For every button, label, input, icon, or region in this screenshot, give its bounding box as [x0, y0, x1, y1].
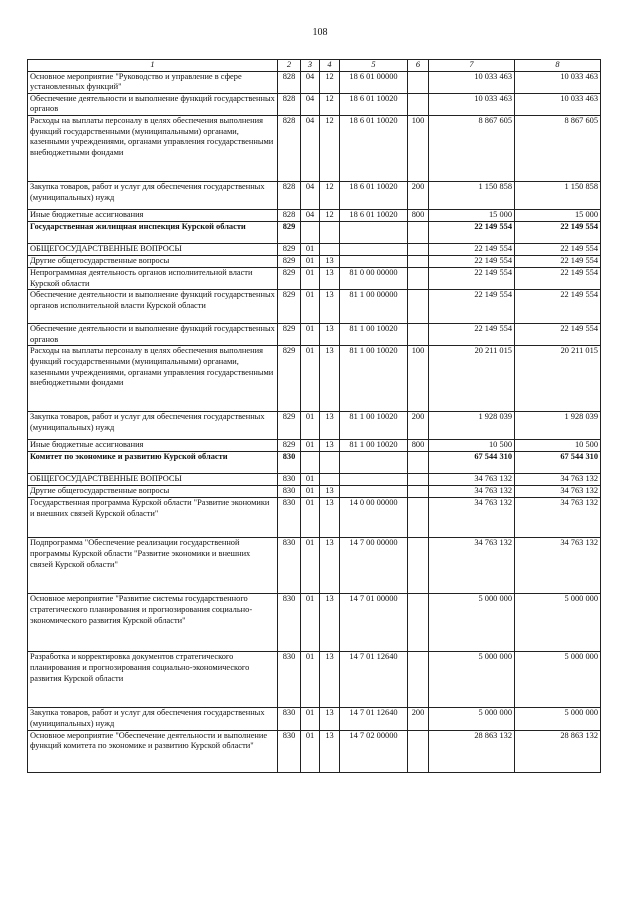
- amount-col8-cell: 34 763 132: [515, 538, 601, 594]
- table-row: [28, 346, 601, 412]
- expense-type-cell: [408, 267, 429, 289]
- amount-col7-cell: 67 544 310: [429, 452, 515, 474]
- target-article-cell: 14 7 00 00000: [340, 538, 408, 594]
- subsection-code-cell: 13: [320, 412, 340, 440]
- ministry-code-cell: 829: [278, 346, 301, 412]
- expense-type-cell: 200: [408, 181, 429, 209]
- target-article-cell: 81 1 00 10020: [340, 324, 408, 346]
- subsection-code-cell: 13: [320, 652, 340, 708]
- expense-name-cell: Закупка товаров, работ и услуг для обеспечения государственных (муниципальных) нужд: [28, 412, 278, 440]
- amount-col7-cell: 22 149 554: [429, 267, 515, 289]
- section-code-cell: 04: [301, 115, 320, 181]
- subsection-code-cell: 13: [320, 486, 340, 498]
- expense-type-cell: [408, 324, 429, 346]
- ministry-code-cell: 828: [278, 71, 301, 93]
- section-code-cell: 01: [301, 486, 320, 498]
- expense-type-cell: [408, 71, 429, 93]
- amount-col8-cell: 67 544 310: [515, 452, 601, 474]
- section-code-cell: 01: [301, 440, 320, 452]
- subsection-code-cell: 13: [320, 498, 340, 538]
- target-article-cell: 81 1 00 10020: [340, 440, 408, 452]
- table-row: [28, 440, 601, 452]
- section-code-cell: 04: [301, 93, 320, 115]
- amount-col8-cell: 34 763 132: [515, 498, 601, 538]
- section-code-cell: 01: [301, 346, 320, 412]
- expense-type-cell: 100: [408, 115, 429, 181]
- subsection-code-cell: 13: [320, 290, 340, 324]
- table-row: [28, 652, 601, 708]
- subsection-code-cell: 13: [320, 346, 340, 412]
- table-row: [28, 452, 601, 474]
- ministry-code-cell: 829: [278, 221, 301, 243]
- target-article-cell: 81 1 00 10020: [340, 412, 408, 440]
- amount-col8-cell: 10 500: [515, 440, 601, 452]
- column-number: 6: [408, 60, 429, 72]
- table-row: [28, 71, 601, 93]
- amount-col7-cell: 34 763 132: [429, 498, 515, 538]
- ministry-code-cell: 830: [278, 498, 301, 538]
- expense-type-cell: [408, 452, 429, 474]
- subsection-code-cell: 13: [320, 538, 340, 594]
- expense-name-cell: Расходы на выплаты персоналу в целях обеспечения выполнения функций государственными (муниципальными) органами, казенными учреждениями, органами управления государственными внебюджетными фондами: [28, 346, 278, 412]
- expense-name-cell: Закупка товаров, работ и услуг для обеспечения государственных (муниципальных) нужд: [28, 708, 278, 730]
- amount-col8-cell: 22 149 554: [515, 290, 601, 324]
- subsection-code-cell: 13: [320, 708, 340, 730]
- expense-name-cell: Подпрограмма "Обеспечение реализации государственной программы Курской области "Развитие экономики и внешних связей Курской области": [28, 538, 278, 594]
- subsection-code-cell: 13: [320, 324, 340, 346]
- subsection-code-cell: 12: [320, 209, 340, 221]
- subsection-code-cell: 12: [320, 115, 340, 181]
- section-code-cell: 01: [301, 243, 320, 255]
- expense-type-cell: 800: [408, 209, 429, 221]
- expense-name-cell: Другие общегосударственные вопросы: [28, 255, 278, 267]
- amount-col8-cell: 5 000 000: [515, 708, 601, 730]
- target-article-cell: [340, 243, 408, 255]
- amount-col8-cell: 22 149 554: [515, 221, 601, 243]
- section-code-cell: 01: [301, 498, 320, 538]
- amount-col7-cell: 10 033 463: [429, 71, 515, 93]
- expense-name-cell: Основное мероприятие "Обеспечение деятельности и выполнение функций комитета по экономике и развитию Курской области": [28, 730, 278, 772]
- subsection-code-cell: 13: [320, 267, 340, 289]
- expense-type-cell: [408, 474, 429, 486]
- subsection-code-cell: [320, 243, 340, 255]
- amount-col7-cell: 5 000 000: [429, 652, 515, 708]
- column-number: 4: [320, 60, 340, 72]
- table-row: [28, 209, 601, 221]
- amount-col8-cell: 22 149 554: [515, 243, 601, 255]
- expense-name-cell: Расходы на выплаты персоналу в целях обеспечения выполнения функций государственными (муниципальными) органами, казенными учреждениями, органами управления государственными внебюджетными фондами: [28, 115, 278, 181]
- subsection-code-cell: 13: [320, 594, 340, 652]
- section-code-cell: 01: [301, 324, 320, 346]
- section-code-cell: 01: [301, 708, 320, 730]
- amount-col8-cell: 10 033 463: [515, 71, 601, 93]
- ministry-code-cell: 829: [278, 290, 301, 324]
- subsection-code-cell: 13: [320, 440, 340, 452]
- expense-name-cell: Непрограммная деятельность органов исполнительной власти Курской области: [28, 267, 278, 289]
- target-article-cell: 14 7 01 12640: [340, 652, 408, 708]
- amount-col7-cell: 1 150 858: [429, 181, 515, 209]
- table-row: [28, 412, 601, 440]
- column-number: 8: [515, 60, 601, 72]
- amount-col8-cell: 20 211 015: [515, 346, 601, 412]
- expense-type-cell: [408, 243, 429, 255]
- table-row: [28, 115, 601, 181]
- section-code-cell: 01: [301, 538, 320, 594]
- target-article-cell: 81 0 00 00000: [340, 267, 408, 289]
- table-row: [28, 290, 601, 324]
- target-article-cell: 18 6 01 00000: [340, 71, 408, 93]
- amount-col7-cell: 10 033 463: [429, 93, 515, 115]
- section-code-cell: 04: [301, 71, 320, 93]
- expense-name-cell: Основное мероприятие "Развитие системы государственного стратегического планирования и прогнозирования социально-экономического развития Курской области": [28, 594, 278, 652]
- column-number-row: [28, 60, 601, 72]
- ministry-code-cell: 829: [278, 267, 301, 289]
- ministry-code-cell: 828: [278, 93, 301, 115]
- amount-col7-cell: 15 000: [429, 209, 515, 221]
- target-article-cell: 81 1 00 00000: [340, 290, 408, 324]
- expense-name-cell: Обеспечение деятельности и выполнение функций государственных органов: [28, 93, 278, 115]
- table-row: [28, 730, 601, 772]
- section-code-cell: 01: [301, 474, 320, 486]
- expense-type-cell: 800: [408, 440, 429, 452]
- target-article-cell: [340, 255, 408, 267]
- section-code-cell: 01: [301, 730, 320, 772]
- ministry-code-cell: 829: [278, 440, 301, 452]
- section-code-cell: 01: [301, 255, 320, 267]
- section-code-cell: 01: [301, 290, 320, 324]
- ministry-code-cell: 830: [278, 708, 301, 730]
- target-article-cell: 14 7 01 12640: [340, 708, 408, 730]
- target-article-cell: 81 1 00 10020: [340, 346, 408, 412]
- expense-name-cell: Обеспечение деятельности и выполнение функций государственных органов исполнительной власти Курской области: [28, 290, 278, 324]
- amount-col7-cell: 22 149 554: [429, 243, 515, 255]
- amount-col8-cell: 5 000 000: [515, 594, 601, 652]
- expense-name-cell: ОБЩЕГОСУДАРСТВЕННЫЕ ВОПРОСЫ: [28, 474, 278, 486]
- subsection-code-cell: 13: [320, 730, 340, 772]
- amount-col8-cell: 10 033 463: [515, 93, 601, 115]
- ministry-code-cell: 830: [278, 452, 301, 474]
- target-article-cell: 14 7 01 00000: [340, 594, 408, 652]
- ministry-code-cell: 830: [278, 730, 301, 772]
- budget-table: [27, 59, 601, 773]
- expense-type-cell: [408, 221, 429, 243]
- expense-type-cell: [408, 255, 429, 267]
- amount-col7-cell: 20 211 015: [429, 346, 515, 412]
- amount-col7-cell: 5 000 000: [429, 594, 515, 652]
- section-code-cell: 04: [301, 209, 320, 221]
- table-row: [28, 538, 601, 594]
- ministry-code-cell: 828: [278, 181, 301, 209]
- subsection-code-cell: [320, 474, 340, 486]
- ministry-code-cell: 830: [278, 486, 301, 498]
- target-article-cell: [340, 486, 408, 498]
- amount-col7-cell: 5 000 000: [429, 708, 515, 730]
- table-row: [28, 324, 601, 346]
- expense-name-cell: ОБЩЕГОСУДАРСТВЕННЫЕ ВОПРОСЫ: [28, 243, 278, 255]
- expense-type-cell: [408, 93, 429, 115]
- amount-col8-cell: 15 000: [515, 209, 601, 221]
- expense-name-cell: Комитет по экономике и развитию Курской области: [28, 452, 278, 474]
- table-row: [28, 267, 601, 289]
- section-code-cell: 04: [301, 181, 320, 209]
- amount-col7-cell: 22 149 554: [429, 290, 515, 324]
- expense-name-cell: Закупка товаров, работ и услуг для обеспечения государственных (муниципальных) нужд: [28, 181, 278, 209]
- table-row: [28, 486, 601, 498]
- amount-col8-cell: 22 149 554: [515, 324, 601, 346]
- section-code-cell: [301, 221, 320, 243]
- amount-col7-cell: 22 149 554: [429, 324, 515, 346]
- amount-col7-cell: 34 763 132: [429, 474, 515, 486]
- ministry-code-cell: 830: [278, 594, 301, 652]
- ministry-code-cell: 830: [278, 538, 301, 594]
- subsection-code-cell: 12: [320, 93, 340, 115]
- amount-col8-cell: 22 149 554: [515, 255, 601, 267]
- expense-name-cell: Иные бюджетные ассигнования: [28, 209, 278, 221]
- amount-col8-cell: 5 000 000: [515, 652, 601, 708]
- expense-name-cell: Обеспечение деятельности и выполнение функций государственных органов: [28, 324, 278, 346]
- amount-col8-cell: 1 928 039: [515, 412, 601, 440]
- table-row: [28, 498, 601, 538]
- amount-col7-cell: 8 867 605: [429, 115, 515, 181]
- expense-name-cell: Основное мероприятие "Руководство и управление в сфере установленных функций": [28, 71, 278, 93]
- ministry-code-cell: 829: [278, 255, 301, 267]
- table-row: [28, 708, 601, 730]
- amount-col8-cell: 1 150 858: [515, 181, 601, 209]
- ministry-code-cell: 829: [278, 324, 301, 346]
- page-number: 108: [312, 27, 328, 38]
- target-article-cell: [340, 474, 408, 486]
- column-number: 1: [28, 60, 278, 72]
- target-article-cell: 18 6 01 10020: [340, 209, 408, 221]
- subsection-code-cell: 12: [320, 181, 340, 209]
- amount-col7-cell: 34 763 132: [429, 486, 515, 498]
- amount-col7-cell: 1 928 039: [429, 412, 515, 440]
- ministry-code-cell: 829: [278, 243, 301, 255]
- amount-col7-cell: 28 863 132: [429, 730, 515, 772]
- expense-type-cell: 200: [408, 412, 429, 440]
- subsection-code-cell: 12: [320, 71, 340, 93]
- subsection-code-cell: [320, 452, 340, 474]
- ministry-code-cell: 828: [278, 209, 301, 221]
- expense-type-cell: [408, 486, 429, 498]
- table-row: [28, 474, 601, 486]
- amount-col8-cell: 34 763 132: [515, 486, 601, 498]
- expense-type-cell: [408, 652, 429, 708]
- table-row: [28, 93, 601, 115]
- expense-name-cell: Разработка и корректировка документов стратегического планирования и прогнозирования социально-экономического развития Курской области: [28, 652, 278, 708]
- target-article-cell: 14 7 02 00000: [340, 730, 408, 772]
- expense-name-cell: Государственная жилищная инспекция Курской области: [28, 221, 278, 243]
- ministry-code-cell: 829: [278, 412, 301, 440]
- amount-col7-cell: 22 149 554: [429, 221, 515, 243]
- expense-name-cell: Другие общегосударственные вопросы: [28, 486, 278, 498]
- amount-col8-cell: 34 763 132: [515, 474, 601, 486]
- subsection-code-cell: 13: [320, 255, 340, 267]
- amount-col8-cell: 8 867 605: [515, 115, 601, 181]
- amount-col8-cell: 28 863 132: [515, 730, 601, 772]
- expense-type-cell: [408, 730, 429, 772]
- table-row: [28, 594, 601, 652]
- subsection-code-cell: [320, 221, 340, 243]
- target-article-cell: [340, 221, 408, 243]
- expense-type-cell: 100: [408, 346, 429, 412]
- amount-col7-cell: 34 763 132: [429, 538, 515, 594]
- expense-type-cell: [408, 290, 429, 324]
- section-code-cell: 01: [301, 412, 320, 440]
- target-article-cell: 18 6 01 10020: [340, 93, 408, 115]
- target-article-cell: 18 6 01 10020: [340, 115, 408, 181]
- column-number: 5: [340, 60, 408, 72]
- section-code-cell: 01: [301, 594, 320, 652]
- target-article-cell: [340, 452, 408, 474]
- target-article-cell: 18 6 01 10020: [340, 181, 408, 209]
- expense-type-cell: [408, 498, 429, 538]
- table-row: [28, 243, 601, 255]
- expense-name-cell: Государственная программа Курской области "Развитие экономики и внешних связей Курской области": [28, 498, 278, 538]
- expense-type-cell: 200: [408, 708, 429, 730]
- table-row: [28, 181, 601, 209]
- section-code-cell: [301, 452, 320, 474]
- table-row: [28, 255, 601, 267]
- expense-type-cell: [408, 538, 429, 594]
- column-number: 7: [429, 60, 515, 72]
- target-article-cell: 14 0 00 00000: [340, 498, 408, 538]
- expense-name-cell: Иные бюджетные ассигнования: [28, 440, 278, 452]
- expense-type-cell: [408, 594, 429, 652]
- column-number: 2: [278, 60, 301, 72]
- amount-col8-cell: 22 149 554: [515, 267, 601, 289]
- section-code-cell: 01: [301, 267, 320, 289]
- ministry-code-cell: 830: [278, 474, 301, 486]
- table-row: [28, 221, 601, 243]
- ministry-code-cell: 830: [278, 652, 301, 708]
- amount-col7-cell: 22 149 554: [429, 255, 515, 267]
- section-code-cell: 01: [301, 652, 320, 708]
- table-body: [28, 71, 601, 772]
- ministry-code-cell: 828: [278, 115, 301, 181]
- amount-col7-cell: 10 500: [429, 440, 515, 452]
- column-number: 3: [301, 60, 320, 72]
